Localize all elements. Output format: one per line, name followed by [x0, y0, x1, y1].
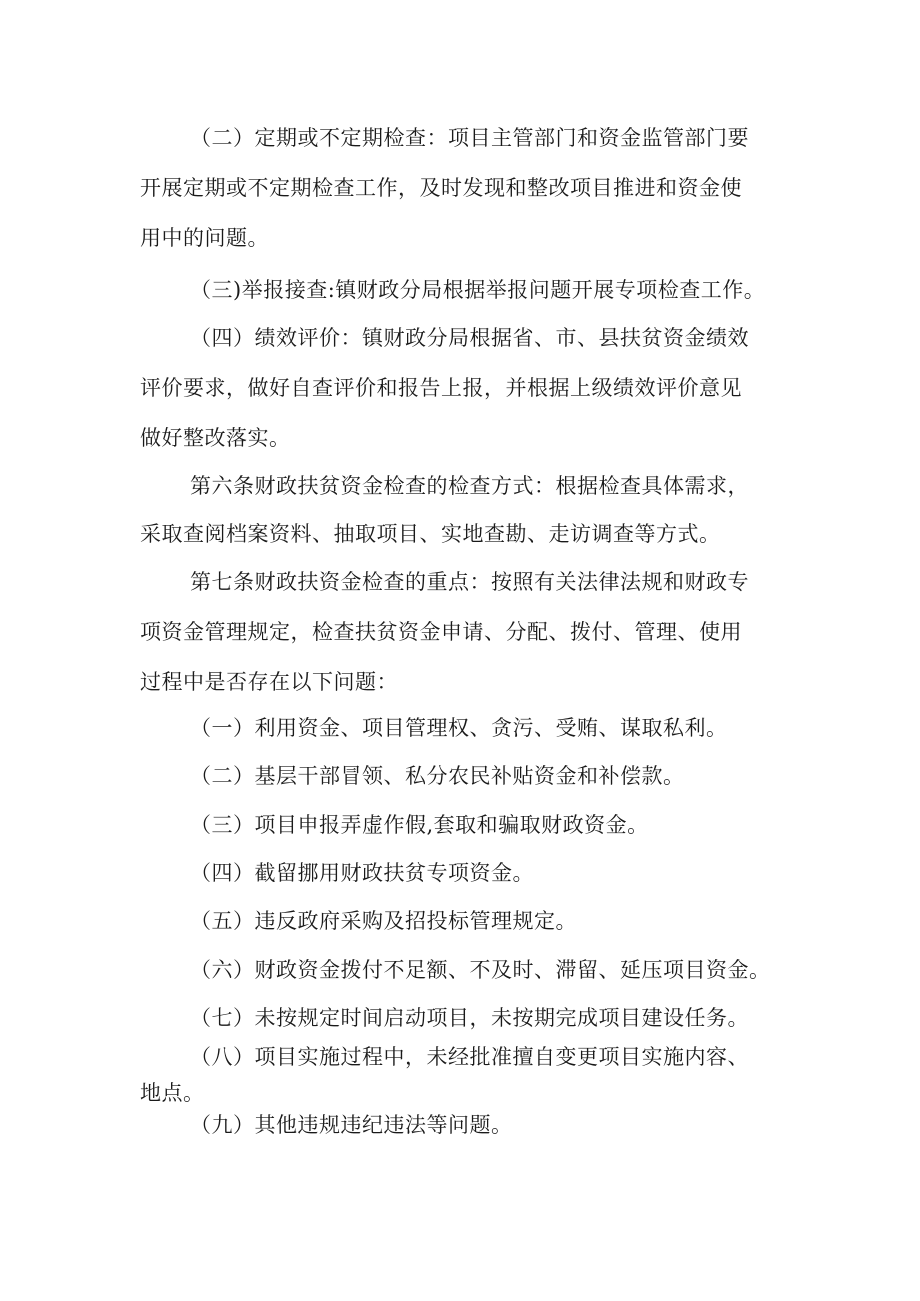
text-line: 采取查阅档案资料、抽取项目、实地查勘、走访调查等方式。	[140, 522, 721, 546]
text-line: （一）利用资金、项目管理权、贪污、受贿、谋取私利。	[190, 716, 728, 740]
text-line: （九）其他违规违纪违法等问题。	[190, 1113, 513, 1137]
text-line: （五）违反政府采购及招投标管理规定。	[190, 909, 577, 933]
text-line: 项资金管理规定，检查扶贫资金申请、分配、拨付、管理、使用	[140, 620, 742, 644]
text-line: （四）绩效评价：镇财政分局根据省、市、县扶贫资金绩效	[190, 326, 749, 350]
text-line: 过程中是否存在以下问题：	[140, 670, 398, 694]
text-line: （八）项目实施过程中，未经批准擅自变更项目实施内容、	[190, 1045, 749, 1069]
text-line: （二）基层干部冒领、私分农民补贴资金和补偿款。	[190, 764, 685, 788]
text-line: （三）项目申报弄虚作假,套取和骗取财政资金。	[190, 813, 649, 837]
text-line: （三)举报接查:镇财政分局根据举报问题开展专项检查工作。	[190, 278, 766, 302]
text-line: （七）未按规定时间启动项目，未按期完成项目建设任务。	[190, 1006, 749, 1030]
text-line: （六）财政资金拨付不足额、不及时、滞留、延压项目资金。	[190, 958, 771, 982]
text-line: （二）定期或不定期检查：项目主管部门和资金监管部门要	[190, 126, 749, 150]
text-line: 地点。	[140, 1081, 205, 1105]
text-line: 做好整改落实。	[140, 426, 291, 450]
text-line: 开展定期或不定期检查工作，及时发现和整改项目推进和资金使	[140, 176, 742, 200]
text-line: （四）截留挪用财政扶贫专项资金。	[190, 861, 534, 885]
text-line: 第七条财政扶资金检查的重点：按照有关法律法规和财政专	[190, 570, 749, 594]
text-line: 第六条财政扶贫资金检查的检查方式：根据检查具体需求，	[190, 474, 749, 498]
text-line: 用中的问题。	[140, 226, 269, 250]
text-line: 评价要求，做好自查评价和报告上报，并根据上级绩效评价意见	[140, 376, 742, 400]
